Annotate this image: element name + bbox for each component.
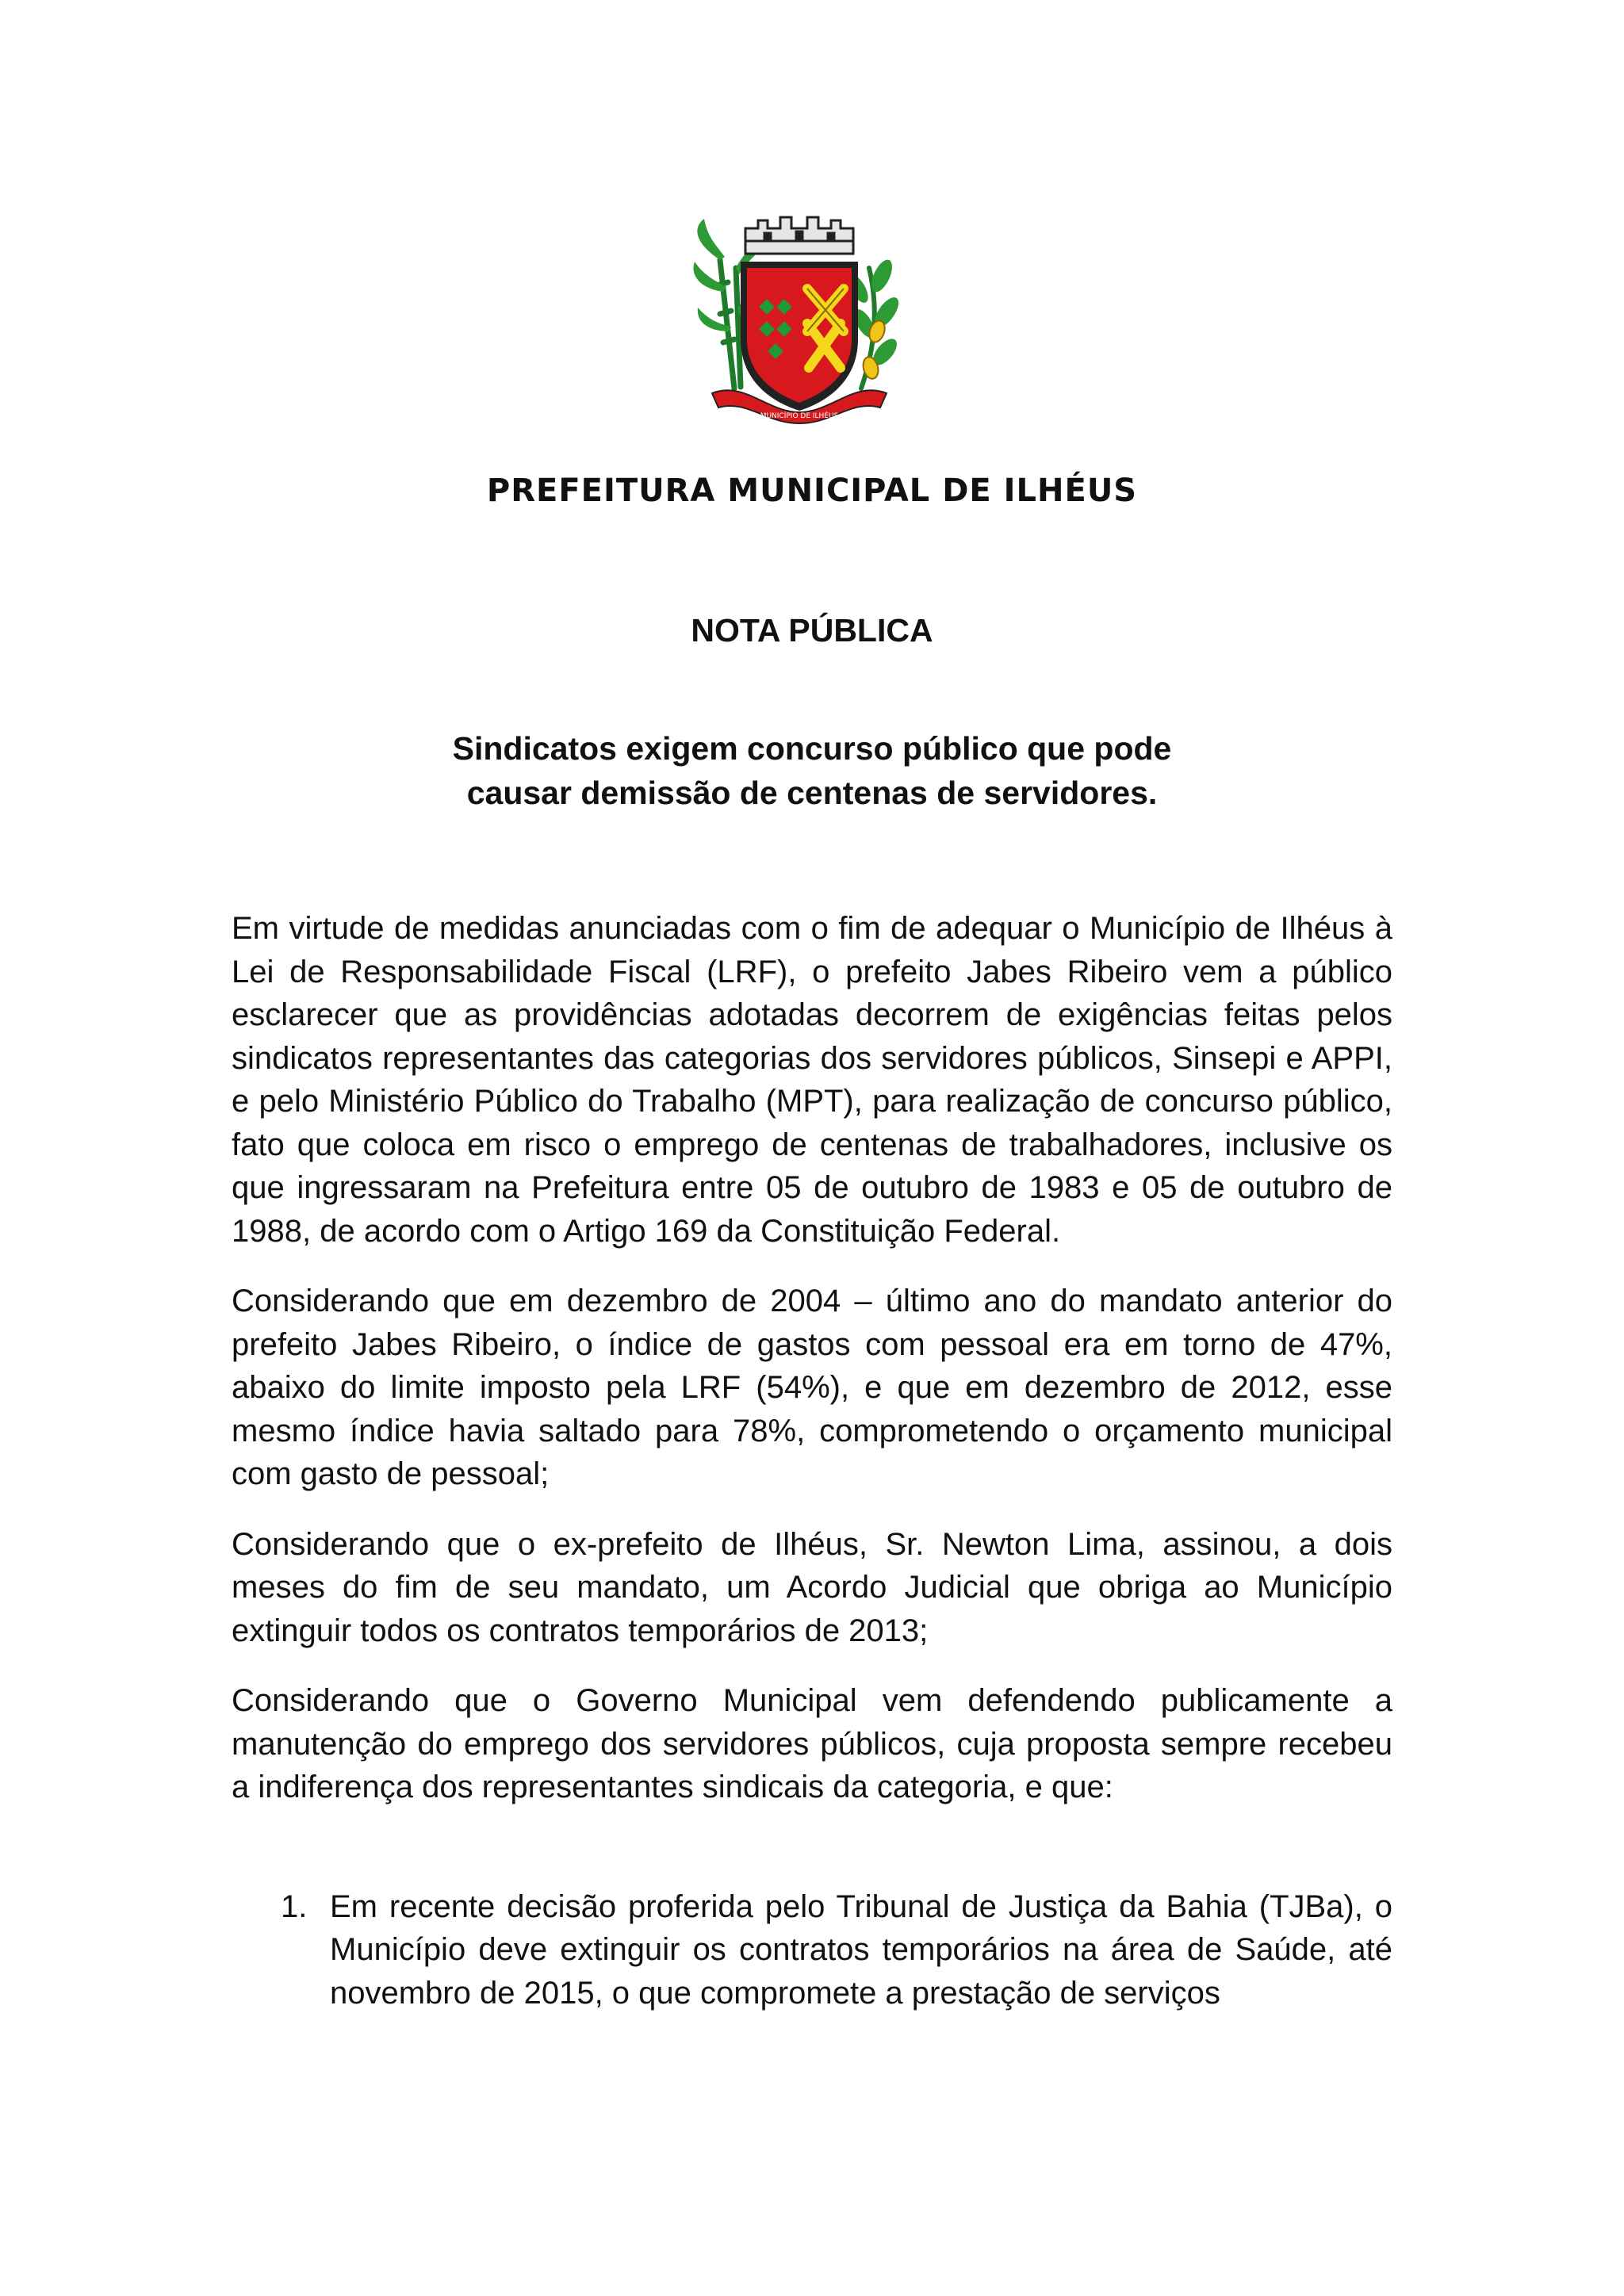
paragraph: Considerando que o Governo Municipal vem defendendo publicamente a manutenção do emprego dos servidores públicos, cuja proposta sempre recebeu a indiferença dos representantes sindicais da categoria, e que: [232,1683,1392,1804]
list-item-number: 1. [281,1888,308,1924]
coat-of-arms-icon [688,212,910,427]
document-type: NOTA PÚBLICA [691,612,933,649]
document-body [232,907,1392,2015]
institution-name: PREFEITURA MUNICIPAL DE ILHÉUS [486,473,1138,509]
list-item [232,1885,1392,2015]
paragraph: Considerando que o ex-prefeito de Ilhéus, Sr. Newton Lima, assinou, a dois meses do fim de seu mandato, um Acordo Judicial que obriga ao Município extinguir todos os contratos temporários de 2013; [232,1526,1392,1648]
paragraph: Considerando que em dezembro de 2004 – último ano do mandato anterior do prefeito Jabes Ribeiro, o índice de gastos com pessoal era em torno de 47%, abaixo do limite imposto pela LRF (54%), e que em dezembro de 2012, esse mesmo índice havia saltado para 78%, comprometendo o orçamento municipal com gasto de pessoal; [232,1284,1392,1491]
emblem-ribbon-text: MUNICÍPIO DE ILHÉUS [760,412,839,420]
subtitle-line-2: causar demissão de centenas de servidores. [466,775,1158,811]
document-subtitle [0,726,1624,815]
list-item-text: Em recente decisão proferida pelo Tribunal de Justiça da Bahia (TJBa), o Município deve extinguir os contratos temporários na área de Saúde, até novembro de 2015, o que compromete a prestação de serviços [330,1888,1392,2011]
paragraph: Em virtude de medidas anunciadas com o fim de adequar o Município de Ilhéus à Lei de Responsabilidade Fiscal (LRF), o prefeito Jabes Ribeiro vem a público esclarecer que as providências adotadas decorrem de exigências feitas pelos sindicatos representantes das categorias dos servidores públicos, Sinsepi e APPI, e pelo Ministério Público do Trabalho (MPT), para realização de concurso público, fato que coloca em risco o emprego de centenas de trabalhadores, inclusive os que ingressaram na Prefeitura entre 05 de outubro de 1983 e 05 de outubro de 1988, de acordo com o Artigo 169 da Constituição Federal. [232,911,1392,1249]
numbered-list [232,1885,1392,2015]
subtitle-line-1: Sindicatos exigem concurso público que pode [452,730,1172,767]
